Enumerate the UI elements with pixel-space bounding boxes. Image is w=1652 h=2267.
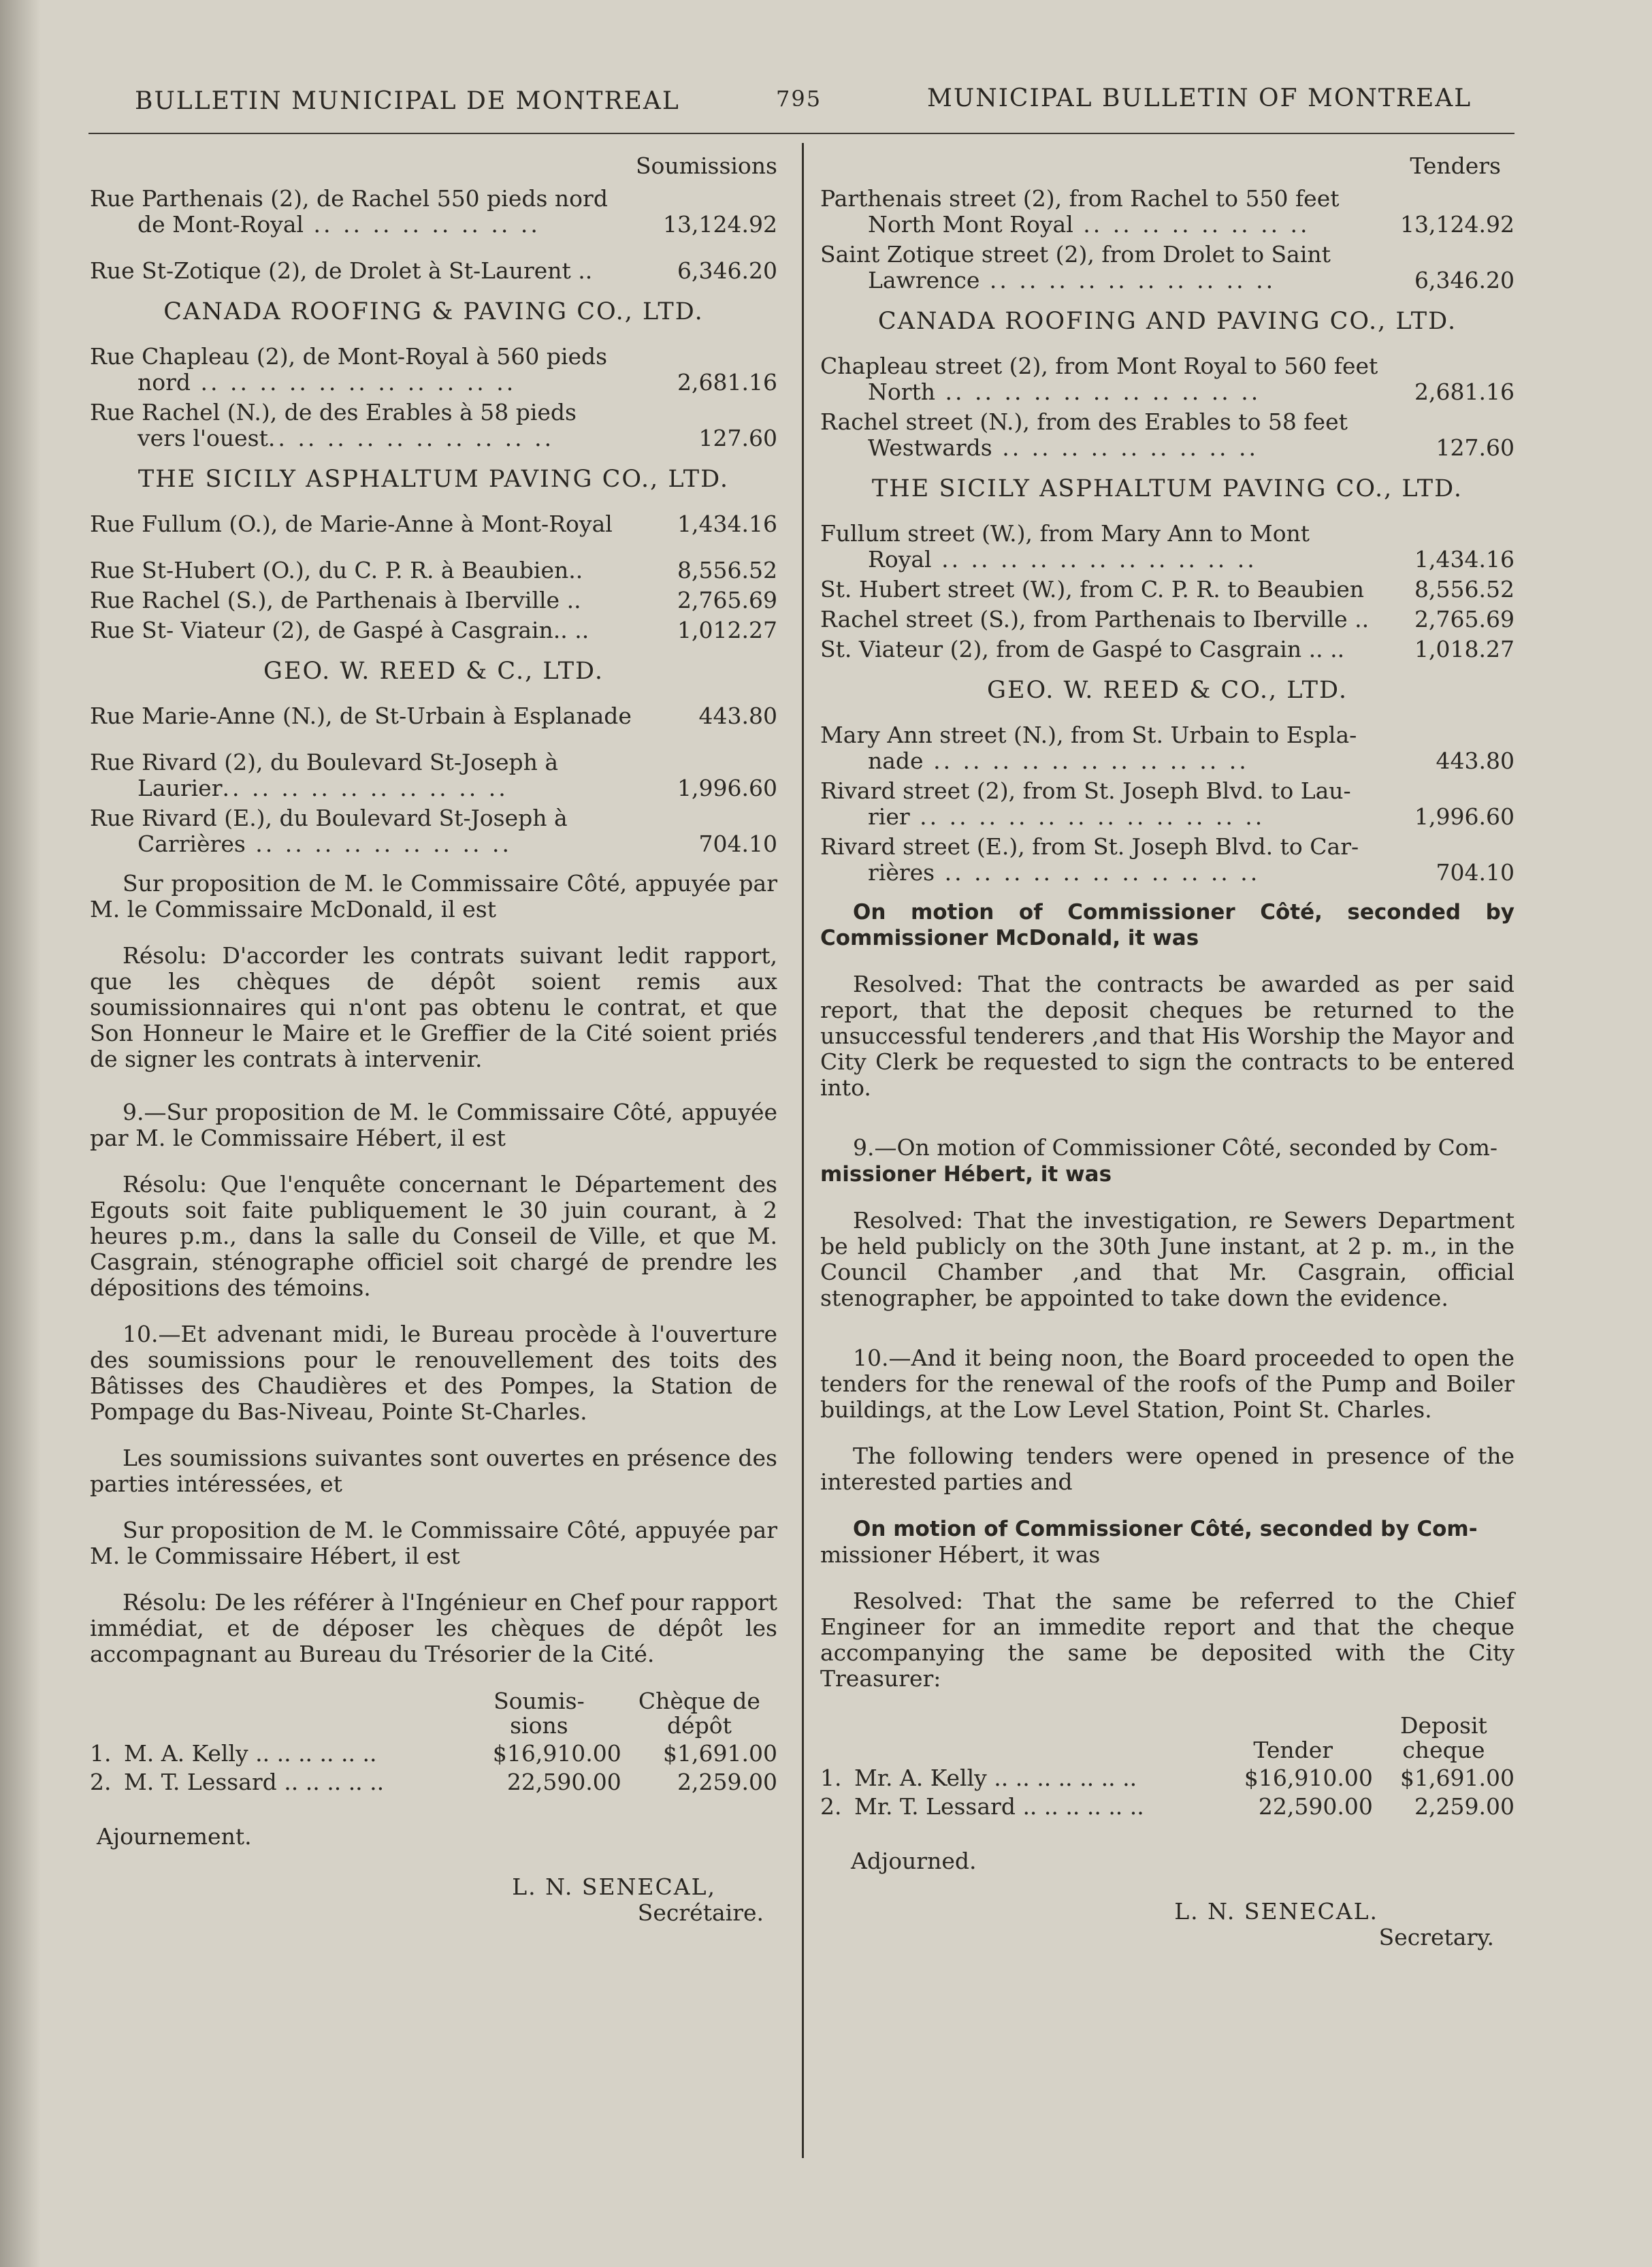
resolution-paragraph bbox=[820, 1208, 1515, 1311]
tender-amount: $16,910.00 bbox=[492, 1740, 621, 1767]
tender-entry bbox=[820, 637, 1515, 662]
company-heading: THE SICILY ASPHALTUM PAVING CO., LTD. bbox=[871, 475, 1463, 502]
resolution-text: Resolved: That the contracts be awarded as per said report, that the deposit cheques be returned to the unsuccessful tenderers ,and that His Worship the Mayor and City Clerk be requested to sign the contracts to be entered into. bbox=[820, 971, 1515, 1101]
resolution-text: Resolved: That the same be referred to the Chief Engineer for an immedite report and that the cheque accompanying the same be deposited with the City Treasurer: bbox=[820, 1588, 1515, 1692]
tender-entry: Rue Rivard (2), du Boulevard St-Joseph à Laurier.. .. .. .. .. .. .. .. .. .. 1,996.60 bbox=[90, 749, 777, 801]
entry-street: Rue Rachel (N.), de des Erables à 58 pieds bbox=[90, 399, 577, 425]
tender-entry bbox=[90, 588, 777, 613]
motion-text: On motion of Commissioner Côté, seconded by Commissioner McDonald, it was bbox=[820, 900, 1515, 950]
resolution-text: Résolu: De les référer à l'Ingénieur en Chef pour rapport immédiat, et de déposer les chèques de dépôt les accompagnant au Bureau du Trésorier de la Cité. bbox=[90, 1589, 777, 1667]
tender-entry: Saint Zotique street (2), from Drolet to Saint Lawrence .. .. .. .. .. .. .. .. .. .. 6,346.20 bbox=[820, 241, 1515, 293]
company-heading: GEO. W. REED & CO., LTD. bbox=[987, 677, 1348, 704]
entry-amount: 1,434.16 bbox=[1414, 546, 1515, 573]
entry-amount: 6,346.20 bbox=[1414, 267, 1515, 293]
resolution-text: Résolu: D'accorder les contrats suivant ledit rapport, que les chèques de dépôt soient remis aux soumissionnaires qui n'ont pas obtenu le contrat, et que Son Honneur le Maire et le Greffier de la Cité soient priés de signer les contrats à intervenir. bbox=[90, 942, 777, 1072]
motion-text: 9.—On motion of Commissioner Côté, seconded by Com- bbox=[853, 1134, 1498, 1161]
row-number: 1. bbox=[820, 1765, 842, 1791]
entry-amount: 1,996.60 bbox=[677, 775, 777, 801]
entry-street-cont: North Mont Royal bbox=[868, 211, 1073, 238]
company-heading: THE SICILY ASPHALTUM PAVING CO., LTD. bbox=[137, 466, 730, 493]
tender-entry: Rue Rachel (N.), de des Erables à 58 pieds vers l'ouest.. .. .. .. .. .. .. .. .. .. 127.60 bbox=[90, 399, 777, 451]
entry-street: Rachel street (N.), from des Erables to 58 feet bbox=[820, 408, 1348, 435]
tender-entry: Fullum street (W.), from Mary Ann to Mont Royal .. .. .. .. .. .. .. .. .. .. .. 1,434.16 bbox=[820, 520, 1515, 573]
row-number: 2. bbox=[820, 1793, 842, 1820]
entry-street: Parthenais street (2), from Rachel to 550 feet bbox=[820, 185, 1340, 212]
tender-entry: Parthenais street (2), from Rachel to 550 feet North Mont Royal .. .. .. .. .. .. .. .. 13,124.92 bbox=[820, 185, 1515, 238]
entry-amount: 6,346.20 bbox=[677, 257, 777, 284]
tender-opening-paragraph bbox=[90, 1321, 777, 1425]
tender-entry bbox=[820, 577, 1515, 602]
tender-entry: Rachel street (N.), from des Erables to 58 feet Westwards .. .. .. .. .. .. .. .. .. 127.60 bbox=[820, 408, 1515, 461]
motion-paragraph bbox=[90, 871, 777, 922]
table-header-row bbox=[820, 1712, 1515, 1764]
entry-street: Saint Zotique street (2), from Drolet to Saint bbox=[820, 241, 1331, 268]
binding-shadow bbox=[0, 0, 41, 2267]
tender-entry: Mary Ann street (N.), from St. Urbain to Espla- nade .. .. .. .. .. .. .. .. .. .. .. 443.80 bbox=[820, 722, 1515, 774]
deposit-amount: 2,259.00 bbox=[1414, 1793, 1515, 1820]
tender-entry: Rue Rivard (E.), du Boulevard St-Joseph à Carrières .. .. .. .. .. .. .. .. .. 704.10 bbox=[90, 805, 777, 857]
header-right-title: MUNICIPAL BULLETIN OF MONTREAL bbox=[927, 84, 1472, 112]
column-heading: Soumissions bbox=[635, 152, 777, 179]
tenderer-name-text: Mr. T. Lessard bbox=[854, 1793, 1016, 1820]
signature-name: L. N. SENECAL, bbox=[512, 1874, 716, 1900]
tender-amount: 22,590.00 bbox=[506, 1769, 621, 1795]
presence-paragraph bbox=[820, 1443, 1515, 1495]
motion-text: Sur proposition de M. le Commissaire Côté, appuyée par M. le Commissaire McDonald, il est bbox=[90, 870, 777, 922]
entry-street: Rue Marie-Anne (N.), de St-Urbain à Esplanade bbox=[90, 703, 632, 729]
signature-title: Secretary. bbox=[1378, 1924, 1494, 1950]
entry-amount: 443.80 bbox=[698, 703, 777, 729]
entry-amount: 2,681.16 bbox=[677, 369, 777, 396]
table-row bbox=[820, 1792, 1515, 1821]
tenderer-name-text: M. A. Kelly bbox=[124, 1740, 248, 1767]
column-header-deposit: Deposit cheque bbox=[1400, 1712, 1487, 1763]
entry-amount: 704.10 bbox=[1436, 859, 1515, 886]
tender-entry bbox=[90, 511, 777, 537]
tender-table bbox=[90, 1688, 777, 1797]
tenderer-name-text: M. T. Lessard bbox=[124, 1769, 277, 1795]
header-left-title: BULLETIN MUNICIPAL DE MONTREAL bbox=[135, 87, 680, 115]
tenderer-name: M. T. Lessard .. .. .. .. .. bbox=[124, 1769, 385, 1795]
tender-amount: $16,910.00 bbox=[1244, 1765, 1373, 1791]
motion-paragraph bbox=[90, 1099, 777, 1151]
signature-name: L. N. SENECAL. bbox=[1174, 1898, 1378, 1925]
entry-street: Chapleau street (2), from Mont Royal to 560 feet bbox=[820, 353, 1378, 379]
entry-amount: 13,124.92 bbox=[663, 211, 777, 238]
company-heading: CANADA ROOFING & PAVING CO., LTD. bbox=[163, 298, 704, 325]
paragraph-text: Les soumissions suivantes sont ouvertes en présence des parties intéressées, et bbox=[90, 1445, 777, 1497]
resolution-paragraph bbox=[90, 943, 777, 1072]
entry-amount: 1,018.27 bbox=[1414, 636, 1515, 662]
motion-text-cont: missioner Hébert, it was bbox=[820, 1541, 1101, 1568]
adjournment: Adjourned. bbox=[851, 1848, 977, 1874]
column-header-deposit: Chèque de dépôt bbox=[638, 1688, 760, 1739]
tender-entry bbox=[90, 558, 777, 583]
resolution-paragraph bbox=[90, 1172, 777, 1301]
column-heading: Tenders bbox=[1410, 152, 1501, 179]
paragraph-text: The following tenders were opened in presence of the interested parties and bbox=[820, 1443, 1515, 1495]
row-number: 1. bbox=[90, 1740, 112, 1767]
entry-amount: 2,765.69 bbox=[1414, 606, 1515, 632]
entry-street: St. Hubert street (W.), from C. P. R. to Beaubien bbox=[820, 576, 1365, 602]
tender-entry: Rivard street (2), from St. Joseph Blvd. to Lau- rier .. .. .. .. .. .. .. .. .. .. .. .. 1,996.60 bbox=[820, 777, 1515, 830]
french-column bbox=[90, 153, 777, 1926]
company-heading: CANADA ROOFING AND PAVING CO., LTD. bbox=[877, 308, 1457, 335]
tender-amount: 22,590.00 bbox=[1258, 1793, 1373, 1820]
entry-street: Rue Rachel (S.), de Parthenais à Iberville .. bbox=[90, 587, 581, 613]
entry-street: Rachel street (S.), from Parthenais to Iberville .. bbox=[820, 606, 1370, 632]
entry-street: St. Viateur (2), from de Gaspé to Casgrain .. .. bbox=[820, 636, 1345, 662]
deposit-amount: 2,259.00 bbox=[677, 1769, 777, 1795]
motion-paragraph bbox=[820, 1515, 1515, 1568]
signature-title: Secrétaire. bbox=[637, 1899, 764, 1926]
entry-amount: 8,556.52 bbox=[677, 557, 777, 583]
adjournment: Ajournement. bbox=[97, 1823, 252, 1850]
entry-street: Rue Chapleau (2), de Mont-Royal à 560 pieds bbox=[90, 343, 608, 370]
tender-opening-paragraph bbox=[820, 1345, 1515, 1423]
table-row bbox=[90, 1739, 777, 1768]
table-header-row bbox=[90, 1688, 777, 1739]
table-row bbox=[90, 1768, 777, 1797]
column-header-tender: Soumis- sions bbox=[493, 1688, 585, 1739]
deposit-amount: $1,691.00 bbox=[663, 1740, 777, 1767]
motion-text-cont: missioner Hébert, it was bbox=[820, 1162, 1112, 1187]
tenderer-name: M. A. Kelly .. .. .. .. .. .. bbox=[124, 1740, 377, 1767]
entry-street-cont: vers l'ouest bbox=[137, 425, 268, 451]
signature-block bbox=[90, 1874, 777, 1926]
entry-street-cont: nade bbox=[868, 747, 924, 774]
motion-paragraph bbox=[820, 1135, 1515, 1187]
resolution-paragraph bbox=[820, 971, 1515, 1101]
entry-amount: 2,681.16 bbox=[1414, 379, 1515, 405]
row-number: 2. bbox=[90, 1769, 112, 1795]
entry-street-cont: nord bbox=[137, 369, 191, 396]
presence-paragraph bbox=[90, 1445, 777, 1497]
signature-block bbox=[820, 1899, 1515, 1950]
motion-text: On motion of Commissioner Côté, seconded by Com- bbox=[853, 1517, 1478, 1541]
entry-amount: 2,765.69 bbox=[677, 587, 777, 613]
page-number: 795 bbox=[776, 86, 822, 112]
entry-street-cont: Laurier bbox=[137, 775, 223, 801]
tenderer-name: Mr. T. Lessard .. .. .. .. .. .. bbox=[854, 1793, 1144, 1820]
entry-street: Rue Rivard (2), du Boulevard St-Joseph à bbox=[90, 749, 559, 775]
entry-amount: 1,012.27 bbox=[677, 617, 777, 643]
motion-paragraph bbox=[90, 1517, 777, 1569]
deposit-amount: $1,691.00 bbox=[1400, 1765, 1515, 1791]
column-header-tender: Tender bbox=[1253, 1737, 1333, 1763]
column-divider bbox=[802, 143, 804, 2158]
tenderer-name-text: Mr. A. Kelly bbox=[854, 1765, 987, 1791]
tender-entry: Rue Parthenais (2), de Rachel 550 pieds nord de Mont-Royal .. .. .. .. .. .. .. .. 13,124.92 bbox=[90, 185, 777, 238]
english-column bbox=[820, 153, 1515, 1950]
paragraph-text: 10.—And it being noon, the Board proceeded to open the tenders for the renewal of the roofs of the Pump and Boiler buildings, at the Low Level Station, Point St. Charles. bbox=[820, 1345, 1515, 1423]
entry-amount: 1,434.16 bbox=[677, 511, 777, 537]
motion-text: 9.—Sur proposition de M. le Commissaire Côté, appuyée par M. le Commissaire Hébert, il est bbox=[90, 1099, 777, 1151]
entry-street-cont: de Mont-Royal bbox=[137, 211, 304, 238]
tender-entry: Rivard street (E.), from St. Joseph Blvd. to Car- rières .. .. .. .. .. .. .. .. .. .. .. 704.10 bbox=[820, 833, 1515, 886]
entry-amount: 13,124.92 bbox=[1400, 211, 1515, 238]
motion-text: Sur proposition de M. le Commissaire Côté, appuyée par M. le Commissaire Hébert, il est bbox=[90, 1517, 777, 1569]
entry-amount: 127.60 bbox=[1436, 434, 1515, 461]
tender-entry bbox=[90, 258, 777, 284]
tender-entry bbox=[90, 617, 777, 643]
entry-street-cont: Lawrence bbox=[868, 267, 980, 293]
entry-street: Rue Fullum (O.), de Marie-Anne à Mont-Royal bbox=[90, 511, 613, 537]
entry-street-cont: rières bbox=[868, 859, 935, 886]
entry-street: Rue St- Viateur (2), de Gaspé à Casgrain.. .. bbox=[90, 617, 589, 643]
resolution-text: Resolved: That the investigation, re Sewers Department be held publicly on the 30th June instant, at 2 p. m., in the Council Chamber ,and that Mr. Casgrain, official stenographer, be appointed to take down the evidence. bbox=[820, 1207, 1515, 1311]
entry-street: Rivard street (E.), from St. Joseph Blvd. to Car- bbox=[820, 833, 1359, 860]
entry-street: Rue St-Hubert (O.), du C. P. R. à Beaubien.. bbox=[90, 557, 583, 583]
resolution-text: Résolu: Que l'enquête concernant le Département des Egouts soit faite publiquement le 30 juin courant, à 2 heures p.m., dans la salle du Conseil de Ville, et que M. Casgrain, sténographe officiel soit chargé de prendre les dépositions des témoins. bbox=[90, 1171, 777, 1301]
entry-amount: 8,556.52 bbox=[1414, 576, 1515, 602]
entry-street: Fullum street (W.), from Mary Ann to Mont bbox=[820, 520, 1310, 547]
entry-street-cont: Westwards bbox=[868, 434, 992, 461]
tenderer-name: Mr. A. Kelly .. .. .. .. .. .. .. bbox=[854, 1765, 1137, 1791]
tender-entry bbox=[820, 607, 1515, 632]
entry-street: Rue Parthenais (2), de Rachel 550 pieds nord bbox=[90, 185, 608, 212]
tender-entry bbox=[90, 703, 777, 729]
motion-paragraph bbox=[820, 899, 1515, 951]
entry-street: Mary Ann street (N.), from St. Urbain to Espla- bbox=[820, 722, 1357, 748]
entry-street: Rue St-Zotique (2), de Drolet à St-Laurent .. bbox=[90, 257, 593, 284]
entry-street: Rue Rivard (E.), du Boulevard St-Joseph à bbox=[90, 805, 568, 831]
header-rule bbox=[88, 133, 1515, 134]
paragraph-text: 10.—Et advenant midi, le Bureau procède à l'ouverture des soumissions pour le renouvellement des toits des Bâtisses des Chaudières et des Pompes, la Station de Pompage du Bas-Niveau, Pointe St-Charles. bbox=[90, 1321, 777, 1425]
page-header bbox=[0, 80, 1652, 121]
entry-street: Rivard street (2), from St. Joseph Blvd. to Lau- bbox=[820, 777, 1351, 804]
entry-street-cont: rier bbox=[868, 803, 910, 830]
tender-entry: Rue Chapleau (2), de Mont-Royal à 560 pieds nord .. .. .. .. .. .. .. .. .. .. .. 2,681.16 bbox=[90, 343, 777, 396]
entry-street-cont: North bbox=[868, 379, 936, 405]
tender-table bbox=[820, 1712, 1515, 1821]
entry-street-cont: Royal bbox=[868, 546, 932, 573]
entry-amount: 443.80 bbox=[1436, 747, 1515, 774]
entry-street-cont: Carrières bbox=[137, 831, 246, 857]
resolution-paragraph bbox=[90, 1590, 777, 1667]
table-row bbox=[820, 1764, 1515, 1792]
entry-amount: 127.60 bbox=[698, 425, 777, 451]
entry-amount: 1,996.60 bbox=[1414, 803, 1515, 830]
entry-amount: 704.10 bbox=[698, 831, 777, 857]
company-heading: GEO. W. REED & C., LTD. bbox=[263, 658, 604, 685]
resolution-paragraph bbox=[820, 1588, 1515, 1692]
tender-entry: Chapleau street (2), from Mont Royal to 560 feet North .. .. .. .. .. .. .. .. .. .. .. 2,681.16 bbox=[820, 353, 1515, 405]
